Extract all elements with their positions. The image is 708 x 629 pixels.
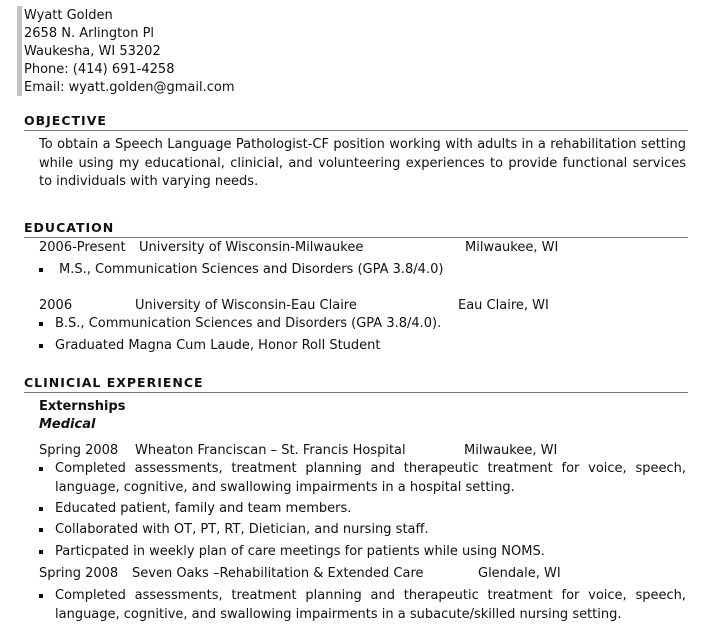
- education-bullet-text: M.S., Communication Sciences and Disorders (GPA 3.8/4.0): [59, 262, 444, 277]
- education-school: University of Wisconsin-Milwaukee: [139, 240, 364, 255]
- education-date: 2006-Present: [39, 240, 126, 255]
- contact-name: Wyatt Golden: [24, 8, 113, 23]
- education-bullet: [39, 315, 686, 334]
- clinical-location: Milwaukee, WI: [464, 443, 558, 458]
- education-heading: EDUCATION: [24, 220, 688, 238]
- education-entry-row: [39, 297, 679, 315]
- clinical-bullet: [39, 543, 686, 562]
- contact-phone: Phone: (414) 691-4258: [24, 62, 175, 77]
- objective-heading: OBJECTIVE: [24, 113, 688, 131]
- education-location: Eau Claire, WI: [458, 298, 549, 313]
- bullet-icon: [39, 507, 43, 511]
- clinical-bullet-text: Collaborated with OT, PT, RT, Dietician, and nursing staff.: [55, 522, 429, 537]
- bullet-icon: [39, 550, 43, 554]
- clinical-heading: CLINICIAL EXPERIENCE: [24, 375, 688, 393]
- bullet-icon: [39, 594, 43, 598]
- clinical-date: Spring 2008: [39, 566, 119, 581]
- medical-category: Medical: [39, 417, 96, 432]
- clinical-bullet-text: Educated patient, family and team members.: [55, 501, 352, 516]
- clinical-date: Spring 2008: [39, 443, 119, 458]
- contact-street: 2658 N. Arlington Pl: [24, 26, 155, 41]
- contact-block: [17, 6, 274, 96]
- bullet-icon: [39, 467, 43, 471]
- education-location: Milwaukee, WI: [465, 240, 559, 255]
- clinical-bullet: [39, 521, 686, 540]
- clinical-bullet: [39, 587, 686, 624]
- education-bullet-text: Graduated Magna Cum Laude, Honor Roll Student: [55, 338, 381, 353]
- clinical-entry-row: [39, 565, 679, 583]
- clinical-place: Wheaton Franciscan – St. Francis Hospital: [135, 443, 406, 458]
- clinical-location: Glendale, WI: [478, 566, 561, 581]
- education-bullet: [39, 261, 686, 280]
- contact-city: Waukesha, WI 53202: [24, 44, 161, 59]
- clinical-place: Seven Oaks –Rehabilitation & Extended Care: [132, 566, 424, 581]
- education-bullet: [39, 337, 686, 356]
- education-school: University of Wisconsin-Eau Claire: [135, 298, 357, 313]
- externships-subheading: Externships: [39, 399, 126, 414]
- clinical-bullet: [39, 500, 686, 519]
- education-entry-row: [39, 239, 679, 257]
- contact-email: Email: wyatt.golden@gmail.com: [24, 80, 235, 95]
- clinical-bullet-text: Completed assessments, treatment planning and therapeutic treatment for voice, speech, language, cognitive, and swallowing impairments in a subacute/skilled nursing setting.: [55, 588, 686, 622]
- clinical-entry-row: [39, 442, 679, 460]
- education-date: 2006: [39, 298, 73, 313]
- education-bullet-text: B.S., Communication Sciences and Disorders (GPA 3.8/4.0).: [55, 316, 442, 331]
- bullet-icon: [39, 344, 43, 348]
- bullet-icon: [39, 528, 43, 532]
- clinical-bullet-text: Completed assessments, treatment planning and therapeutic treatment for voice, speech, language, cognitive, and swallowing impairments in a hospital setting.: [55, 461, 686, 495]
- bullet-icon: [39, 322, 43, 326]
- clinical-bullet-text: Particpated in weekly plan of care meetings for patients while using NOMS.: [55, 544, 545, 559]
- clinical-bullet: [39, 460, 686, 497]
- bullet-icon: [39, 268, 43, 272]
- objective-text: To obtain a Speech Language Pathologist-CF position working with adults in a rehabilitation setting while using my educational, clinicial, and volunteering experiences to provide functional services to individuals with varying needs.: [39, 137, 686, 189]
